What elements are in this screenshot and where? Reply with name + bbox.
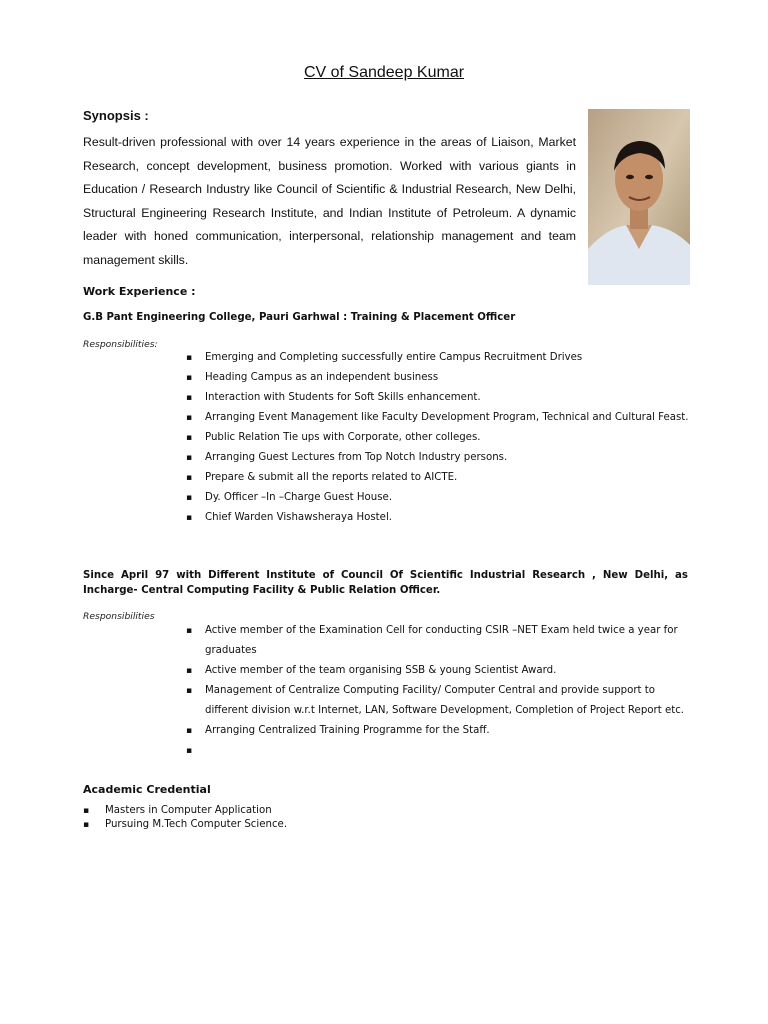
list-item: ▪ Masters in Computer Application	[83, 804, 287, 818]
academic-heading: Academic Credential	[83, 783, 211, 796]
list-item: ▪ Pursuing M.Tech Computer Science.	[83, 818, 287, 832]
synopsis-heading: Synopsis :	[83, 108, 149, 123]
list-item: ▪ Arranging Event Management like Faculty Development Program, Technical and Cultural Feast.	[186, 408, 691, 428]
work-experience-heading: Work Experience :	[83, 285, 196, 298]
job-1-responsibilities-label: Responsibilities:	[83, 339, 158, 350]
list-item: ▪ Chief Warden Vishawsheraya Hostel.	[186, 508, 691, 528]
synopsis-text: Result-driven professional with over 14 years experience in the areas of Liaison, Market Research, concept development, business promotion. Worked with various giants in Education / Research Industry like Council of Scientific & Industrial Research, New Delhi, Structural Engineering Research Institute, and Indian Institute of Petroleum. A dynamic leader with honed communication, interpersonal, relationship management and team management skills.	[83, 135, 576, 267]
academic-list	[83, 804, 287, 832]
list-item: ▪ Management of Centralize Computing Facility/ Computer Central and provide support to different division w.r.t Internet, LAN, Software Development, Completion of Project Report etc.	[186, 681, 691, 721]
list-item: ▪ Arranging Centralized Training Programme for the Staff.	[186, 721, 691, 741]
job-1-responsibilities	[186, 348, 691, 528]
profile-photo	[588, 109, 690, 285]
job-2-responsibilities	[186, 621, 691, 761]
list-item: ▪ Dy. Officer –In –Charge Guest House.	[186, 488, 691, 508]
job-2-responsibilities-label: Responsibilities	[83, 611, 155, 622]
list-item: ▪ Heading Campus as an independent business	[186, 368, 691, 388]
list-item: ▪ Public Relation Tie ups with Corporate, other colleges.	[186, 428, 691, 448]
job-2-title: Since April 97 with Different Institute of Council Of Scientific Industrial Research , New Delhi, as Incharge- Central Computing Facility & Public Relation Officer.	[83, 570, 688, 596]
list-item: ▪ Prepare & submit all the reports related to AICTE.	[186, 468, 691, 488]
list-item: ▪ Interaction with Students for Soft Skills enhancement.	[186, 388, 691, 408]
page-title: CV of Sandeep Kumar	[303, 64, 465, 81]
list-item: ▪ Arranging Guest Lectures from Top Notch Industry persons.	[186, 448, 691, 468]
list-item: ▪ Active member of the Examination Cell for conducting CSIR –NET Exam held twice a year for graduates	[186, 621, 691, 661]
list-item: ▪ Active member of the team organising SSB & young Scientist Award.	[186, 661, 691, 681]
job-1-title: G.B Pant Engineering College, Pauri Garhwal : Training & Placement Officer	[83, 312, 516, 323]
list-item	[186, 741, 691, 761]
list-item: ▪ Emerging and Completing successfully entire Campus Recruitment Drives	[186, 348, 691, 368]
